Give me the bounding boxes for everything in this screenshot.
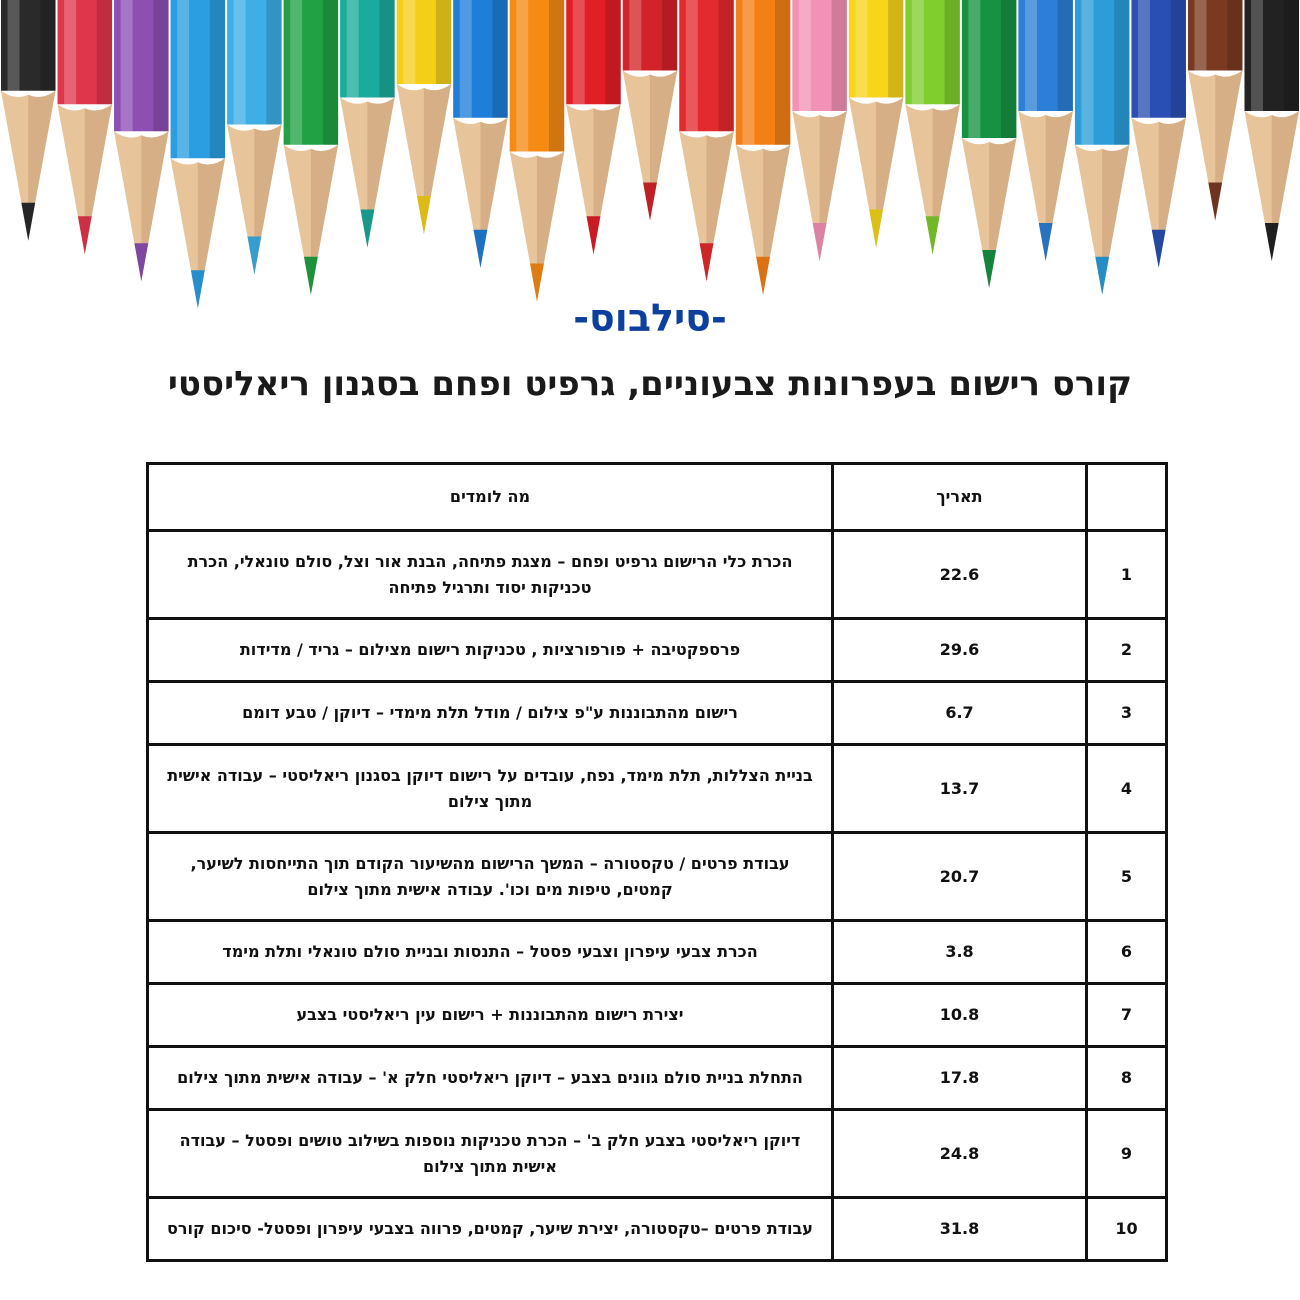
lesson-date: 3.8: [833, 921, 1087, 984]
colored-pencils-banner: [0, 0, 1300, 330]
pencil: [284, 0, 339, 295]
pencil: [1018, 0, 1073, 261]
table-header-row: [148, 464, 1167, 531]
lesson-number: 4: [1087, 745, 1167, 833]
table-row: [148, 531, 1167, 619]
lesson-topic: יצירת רישום מהתבוננות + רישום עין ריאליסטי בצבע: [148, 984, 833, 1047]
lesson-date: 13.7: [833, 745, 1087, 833]
table-row: [148, 619, 1167, 682]
pencil: [905, 0, 960, 254]
pencil: [962, 0, 1017, 288]
header-topic: מה לומדים: [148, 464, 833, 531]
lesson-date: 20.7: [833, 833, 1087, 921]
pencil: [792, 0, 847, 261]
lesson-date: 29.6: [833, 619, 1087, 682]
lesson-topic: דיוקן ריאליסטי בצבע חלק ב' – הכרת טכניקות נוספות בשילוב טושים ופסטל – עבודה אישית מתוך צילום: [148, 1110, 833, 1198]
lesson-date: 22.6: [833, 531, 1087, 619]
pencil: [453, 0, 508, 268]
pencil: [1244, 0, 1299, 261]
table-row: [148, 1047, 1167, 1110]
lesson-number: 9: [1087, 1110, 1167, 1198]
pencil: [58, 0, 113, 254]
header-number: [1087, 464, 1167, 531]
lesson-date: 17.8: [833, 1047, 1087, 1110]
table-row: [148, 682, 1167, 745]
lesson-number: 10: [1087, 1198, 1167, 1261]
lesson-number: 8: [1087, 1047, 1167, 1110]
lesson-topic: התחלת בניית סולם גוונים בצבע – דיוקן ריאליסטי חלק א' – עבודה אישית מתוך צילום: [148, 1047, 833, 1110]
course-subtitle: קורס רישום בעפרונות צבעוניים, גרפיט ופחם בסגנון ריאליסטי: [167, 364, 1133, 404]
pencil: [340, 0, 395, 248]
lesson-number: 6: [1087, 921, 1167, 984]
lesson-number: 7: [1087, 984, 1167, 1047]
lesson-topic: עבודת פרטים –טקסטורה, יצירת שיער, קמטים, פרווה בצבעי עיפרון ופסטל- סיכום קורס: [148, 1198, 833, 1261]
pencil: [1075, 0, 1130, 295]
pencil: [623, 0, 678, 221]
table-row: [148, 745, 1167, 833]
lesson-number: 5: [1087, 833, 1167, 921]
pencil: [1188, 0, 1243, 221]
lesson-date: 6.7: [833, 682, 1087, 745]
lesson-topic: רישום מהתבוננות ע"פ צילום / מודל תלת מימדי – דיוקן / טבע דומם: [148, 682, 833, 745]
lesson-number: 3: [1087, 682, 1167, 745]
table-row: [148, 921, 1167, 984]
lesson-topic: הכרת צבעי עיפרון וצבעי פסטל – התנסות ובניית סולם טונאלי ותלת מימד: [148, 921, 833, 984]
table-row: [148, 1198, 1167, 1261]
lesson-topic: עבודת פרטים / טקסטורה – המשך הרישום מהשיעור הקודם תוך התייחסות לשיער, קמטים, טיפות מים וכו'. עבודה אישית מתוך צילום: [148, 833, 833, 921]
table-row: [148, 1110, 1167, 1198]
pencil: [566, 0, 621, 254]
pencil: [1131, 0, 1186, 268]
lesson-date: 24.8: [833, 1110, 1087, 1198]
pencil: [1, 0, 56, 241]
syllabus-table: [146, 462, 1168, 1262]
lesson-number: 1: [1087, 531, 1167, 619]
lesson-date: 10.8: [833, 984, 1087, 1047]
table-row: [148, 833, 1167, 921]
pencil: [510, 0, 565, 302]
lesson-date: 31.8: [833, 1198, 1087, 1261]
lesson-topic: בניית הצללות, תלת מימד, נפח, עובדים על רישום דיוקן בסגנון ריאליסטי – עבודה אישית מתוך צילום: [148, 745, 833, 833]
pencil: [397, 0, 452, 234]
pencil: [171, 0, 226, 308]
lesson-number: 2: [1087, 619, 1167, 682]
pencil: [114, 0, 169, 281]
page-title: -סילבוס-: [573, 296, 727, 340]
header-date: תאריך: [833, 464, 1087, 531]
pencil: [227, 0, 282, 275]
lesson-topic: הכרת כלי הרישום גרפיט ופחם – מצגת פתיחה, הבנת אור וצל, סולם טונאלי, הכרת טכניקות יסוד ותרגיל פתיחה: [148, 531, 833, 619]
table-row: [148, 984, 1167, 1047]
pencil: [736, 0, 791, 295]
pencil: [679, 0, 734, 281]
pencil: [849, 0, 904, 248]
lesson-topic: פרספקטיבה + פורפורציות , טכניקות רישום מצילום – גריד / מדידות: [148, 619, 833, 682]
